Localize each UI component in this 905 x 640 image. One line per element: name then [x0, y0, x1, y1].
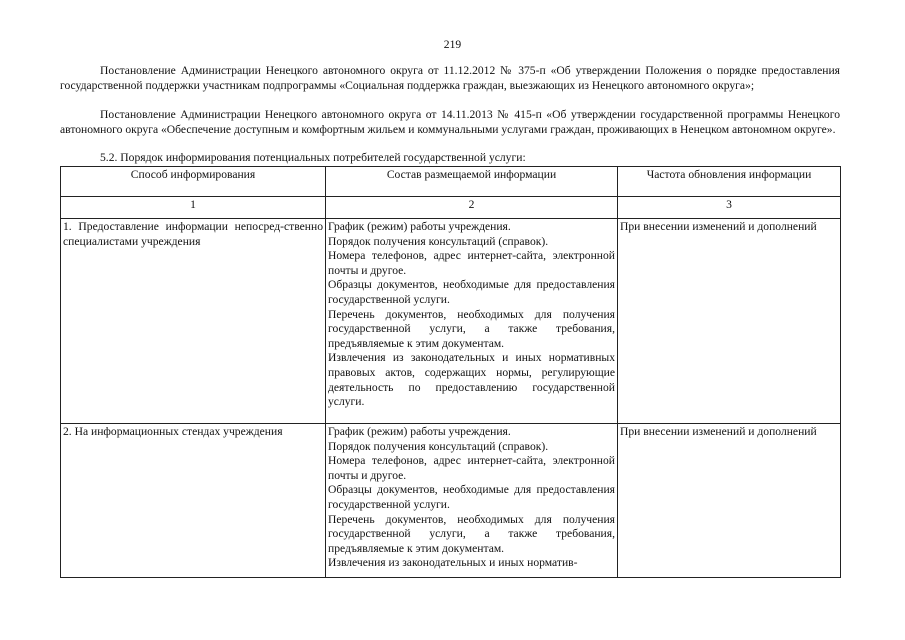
- header-frequency: Частота обновления информации: [618, 167, 841, 197]
- table-column-number-row: [61, 197, 841, 219]
- paragraph-decree-415: Постановление Администрации Ненецкого автономного округа от 14.11.2013 № 415-п «Об утверждении государственной программы Ненецкого автономного округа «Обеспечение доступным и комфортным жильем и коммунальными услугами граждан, проживающих в Ненецком автономном округе».: [60, 108, 840, 136]
- header-method: Способ информирования: [61, 167, 326, 197]
- content-line: График (режим) работы учреждения.: [328, 425, 511, 438]
- content-line: Извлечения из законодательных и иных норматив-: [328, 556, 578, 570]
- content-line: Извлечения из законодательных и иных нормативных правовых актов, содержащих нормы, регулирующие деятельность по предоставлению государственной услуги.: [328, 351, 615, 409]
- table-row: [61, 219, 841, 424]
- table-row: [61, 424, 841, 578]
- method-cell: 1. Предоставление информации непосред-ственно специалистами учреждения: [61, 219, 326, 424]
- section-heading-5-2: 5.2. Порядок информирования потенциальных потребителей государственной услуги:: [100, 151, 526, 164]
- content-line: Образцы документов, необходимые для предоставления государственной услуги.: [328, 278, 615, 306]
- content-line: Образцы документов, необходимые для предоставления государственной услуги.: [328, 483, 615, 511]
- information-table: [60, 166, 841, 578]
- table-header-row: [61, 167, 841, 197]
- method-cell: 2. На информационных стендах учреждения: [61, 424, 326, 578]
- content-line: Перечень документов, необходимых для получения государственной услуги, а также требования, предъявляемые к этим документам.: [328, 307, 615, 350]
- header-content: Состав размещаемой информации: [326, 167, 618, 197]
- column-number-2: 2: [326, 197, 618, 219]
- content-line: Номера телефонов, адрес интернет-сайта, электронной почты и другое.: [328, 249, 615, 277]
- content-cell: [326, 219, 618, 424]
- column-number-1: 1: [61, 197, 326, 219]
- frequency-cell: При внесении изменений и дополнений: [618, 219, 841, 424]
- paragraph-decree-375: Постановление Администрации Ненецкого автономного округа от 11.12.2012 № 375-п «Об утверждении Положения о порядке предоставления государственной поддержки участникам подпрограммы «Социальная поддержка граждан, выезжающих из Ненецкого автономного округа»;: [60, 64, 840, 92]
- page-number: 219: [443, 38, 462, 51]
- content-line: График (режим) работы учреждения.: [328, 220, 511, 233]
- frequency-cell: При внесении изменений и дополнений: [618, 424, 841, 578]
- content-line: Номера телефонов, адрес интернет-сайта, электронной почты и другое.: [328, 454, 615, 482]
- content-line: Перечень документов, необходимых для получения государственной услуги, а также требования, предъявляемые к этим документам.: [328, 512, 615, 555]
- content-line: Порядок получения консультаций (справок).: [328, 234, 549, 248]
- content-cell: [326, 424, 618, 578]
- content-line: Порядок получения консультаций (справок).: [328, 439, 549, 453]
- column-number-3: 3: [618, 197, 841, 219]
